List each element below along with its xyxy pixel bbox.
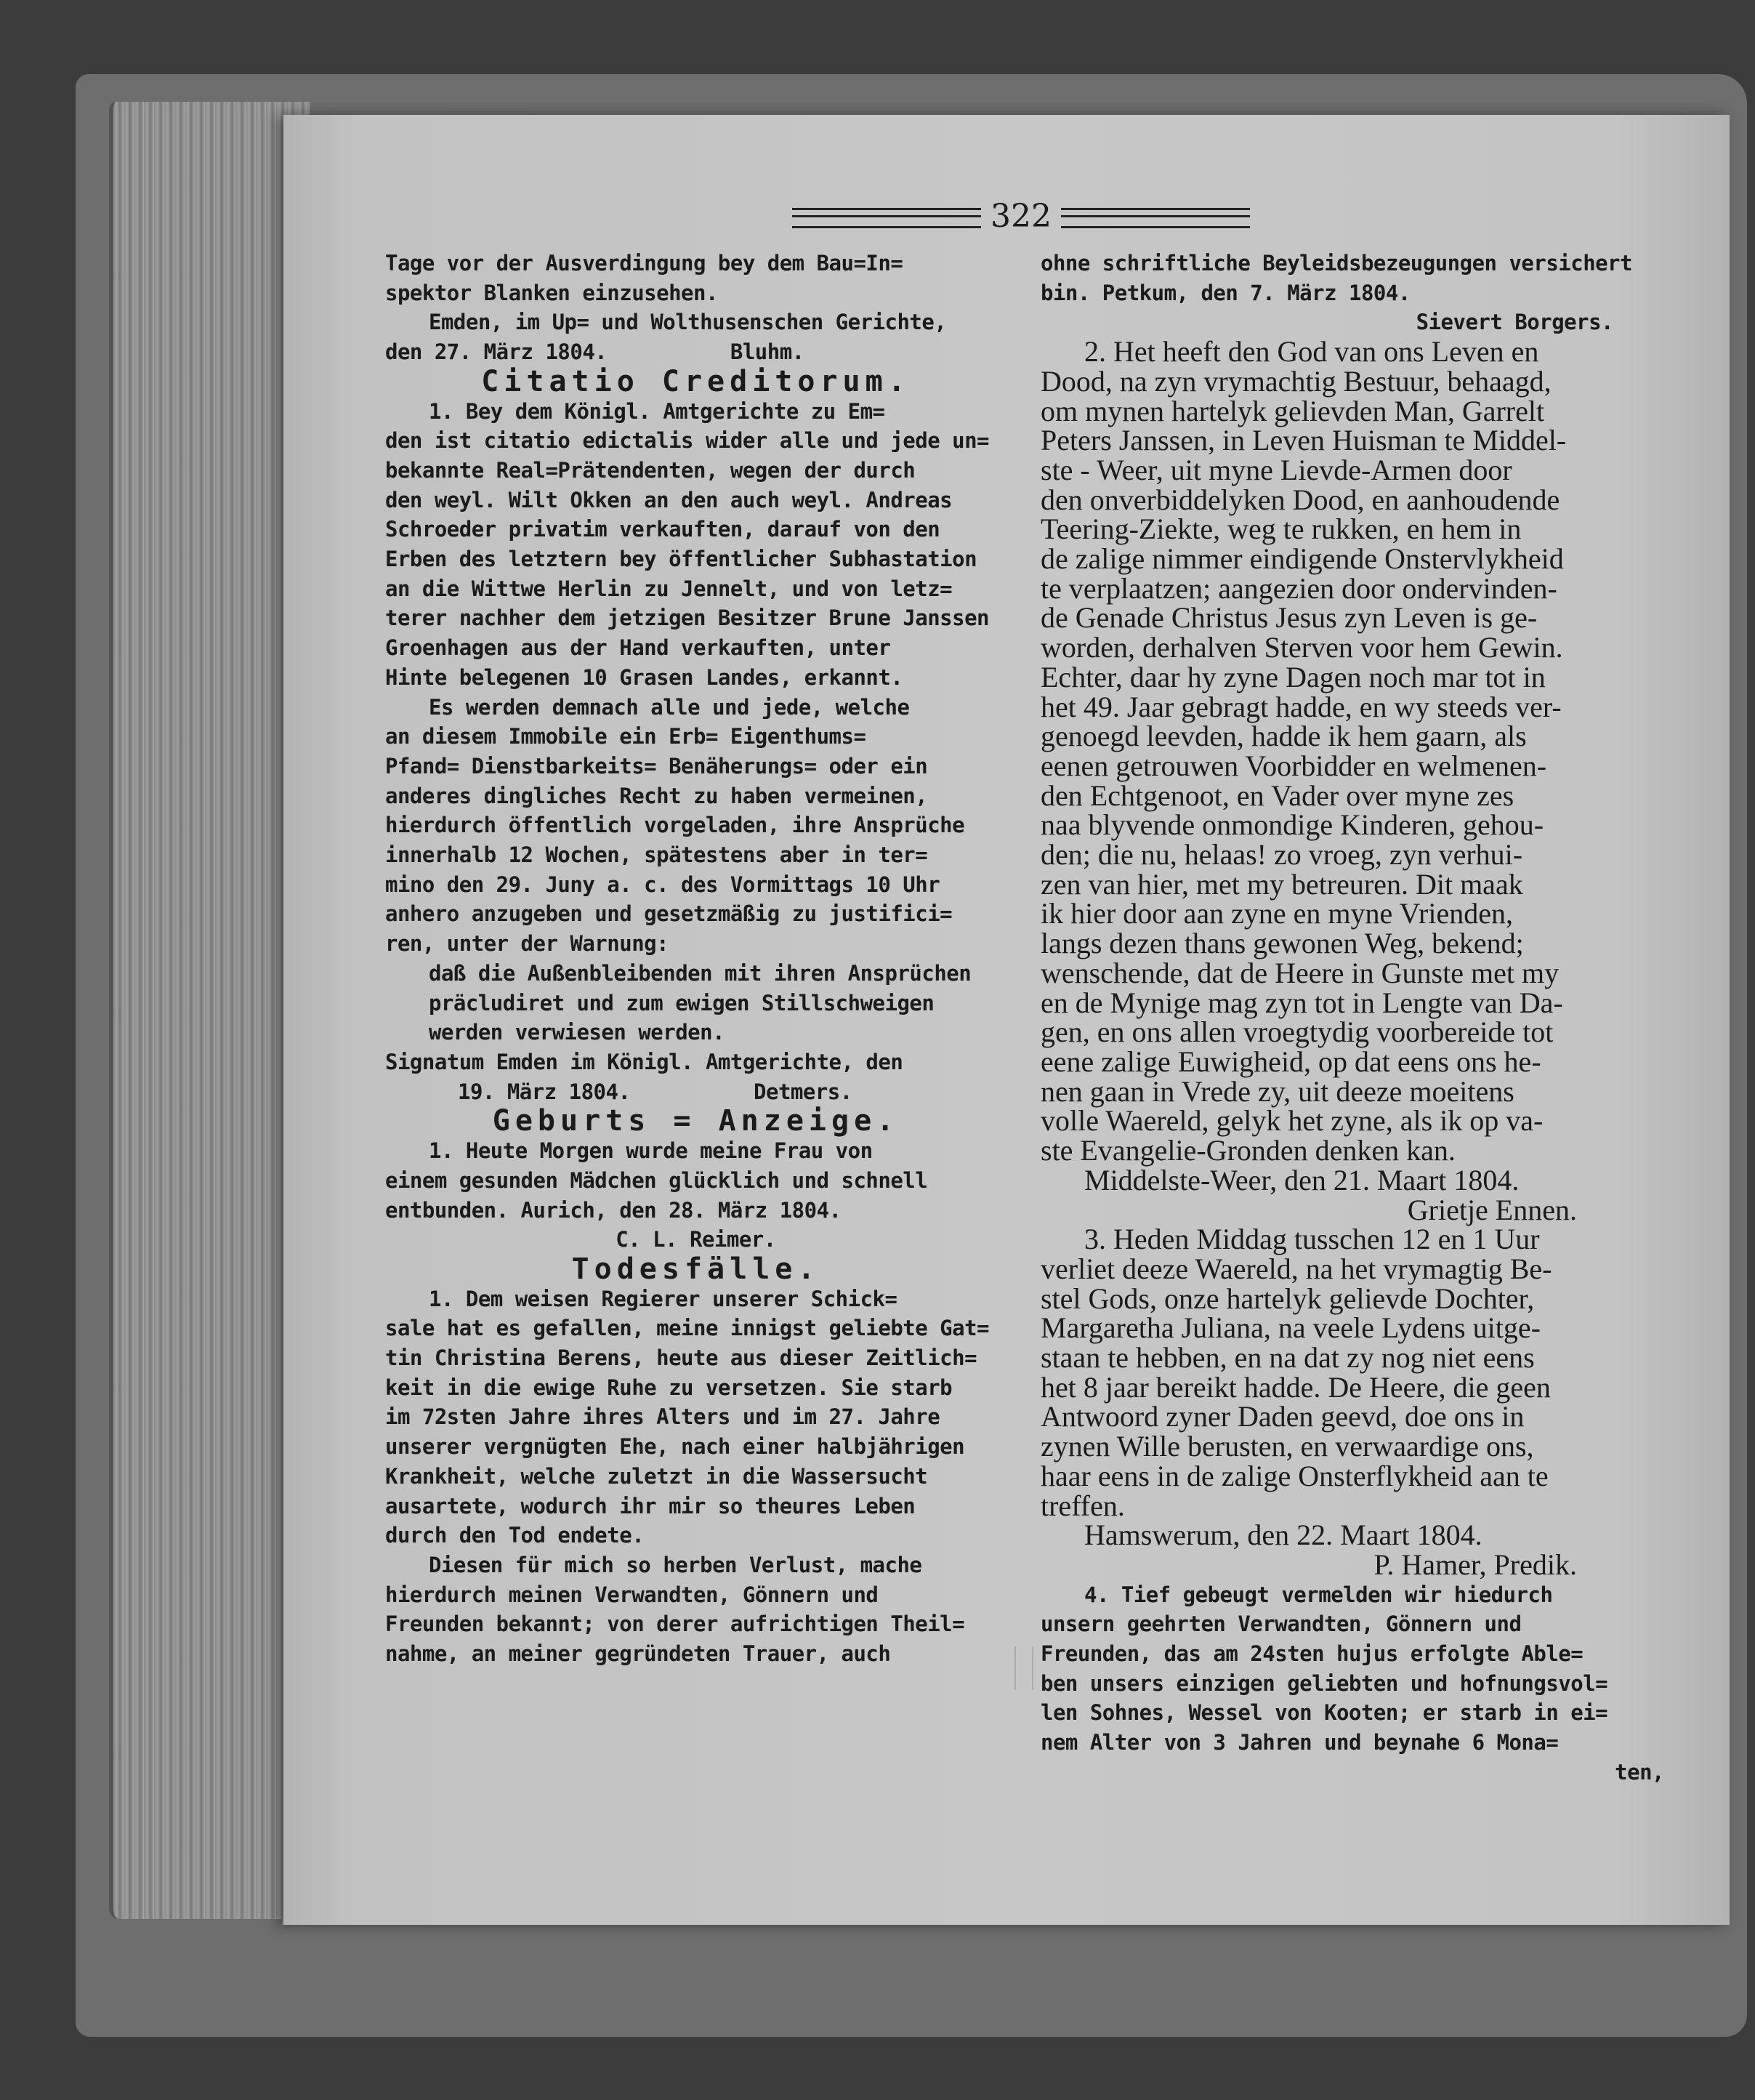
text-line: ten,: [1615, 1759, 1664, 1785]
text-line: an diesem Immobile ein Erb= Eigenthums=: [385, 724, 866, 749]
text-line: ren, unter der Warnung:: [385, 931, 669, 957]
right-column: [1041, 249, 1664, 1787]
text-line: anderes dingliches Recht zu haben vermeinen,: [385, 783, 928, 808]
text-line: präcludiret und zum ewigen Stillschweigen: [429, 990, 935, 1015]
text-line: wenschende, dat de Heere in Gunste met my: [1041, 956, 1560, 989]
text-line: zen van hier, met my betreuren. Dit maak: [1041, 867, 1523, 901]
text-line: Margaretha Juliana, na veele Lydens uitge-: [1041, 1311, 1541, 1345]
text-line: staan te hebben, en na dat zy nog niet eens: [1041, 1341, 1535, 1375]
text-line: Erben des letztern bey öffentlicher Subhastation: [385, 547, 977, 572]
text-line: bin. Petkum, den 7. März 1804.: [1041, 280, 1411, 305]
signature-line: 19. März 1804. Detmers.: [458, 1079, 852, 1104]
text-line: bekannte Real=Prätendenten, wegen der durch: [385, 457, 916, 483]
text-line: unserer vergnügten Ehe, nach einer halbjährigen: [385, 1434, 965, 1460]
pencil-mark: [1014, 1646, 1033, 1690]
text-line: treffen.: [1041, 1489, 1125, 1522]
text-line: Diesen für mich so herben Verlust, mache: [429, 1552, 922, 1577]
text-line: sale hat es gefallen, meine innigst geliebte Gat=: [385, 1316, 990, 1341]
text-line: 3. Heden Middag tusschen 12 en 1 Uur: [1084, 1223, 1540, 1256]
text-line: den onverbiddelyken Dood, en aanhoudende: [1041, 483, 1560, 516]
text-line: Dood, na zyn vrymachtig Bestuur, behaagd,: [1041, 364, 1552, 398]
text-line: nahme, an meiner gegründeten Trauer, auch: [385, 1641, 891, 1667]
text-line: ste - Weer, uit myne Lievde-Armen door: [1041, 453, 1512, 486]
text-line: Es werden demnach alle und jede, welche: [429, 694, 910, 720]
text-line: Teering-Ziekte, weg te rukken, en hem in: [1041, 512, 1522, 546]
text-line: ben unsers einzigen geliebten und hofnungsvol=: [1041, 1670, 1608, 1696]
text-line: Signatum Emden im Königl. Amtgerichte, den: [385, 1049, 903, 1074]
text-line: genoegd leevden, hadde ik hem gaarn, als: [1041, 720, 1527, 753]
text-line: haar eens in de zalige Onsterflykheid aan te: [1041, 1459, 1549, 1492]
text-line: keit in die ewige Ruhe zu versetzen. Sie starb: [385, 1375, 953, 1400]
text-line: ste Evangelie-Gronden denken kan.: [1041, 1134, 1456, 1167]
text-line: 1. Heute Morgen wurde meine Frau von: [429, 1138, 873, 1164]
text-line: entbunden. Aurich, den 28. März 1804.: [385, 1197, 842, 1223]
page-header: [792, 196, 1250, 240]
section-heading-todesfaelle: Todesfälle.: [571, 1252, 820, 1286]
text-line: 1. Bey dem Königl. Amtgerichte zu Em=: [429, 398, 885, 424]
text-line: ohne schriftliche Beyleidsbezeugungen versichert: [1041, 251, 1633, 275]
text-line: zynen Wille berusten, en verwaardige ons,: [1041, 1430, 1534, 1463]
text-line: Emden, im Up= und Wolthusenschen Gerichte,: [429, 310, 947, 335]
text-line: len Sohnes, Wessel von Kooten; er starb in ei=: [1041, 1700, 1608, 1726]
section-heading-geburts: Geburts = Anzeige.: [492, 1104, 900, 1138]
text-line: terer nachher dem jetzigen Besitzer Brune Janssen: [385, 606, 990, 631]
text-line: worden, derhalven Sterven voor hem Gewin.: [1041, 631, 1563, 664]
text-line: het 8 jaar bereikt hadde. De Heere, die geen: [1041, 1370, 1551, 1404]
signature-line: den 27. März 1804. Bluhm.: [385, 339, 804, 365]
text-line: anhero anzugeben und gesetzmäßig zu justifici=: [385, 901, 953, 927]
text-line: nen gaan in Vrede zy, uit deeze moeitens: [1041, 1074, 1514, 1108]
page-stack-edge: [109, 102, 310, 1919]
text-line: den ist citatio edictalis wider alle und jede un=: [385, 428, 990, 454]
text-line: mino den 29. Juny a. c. des Vormittags 10 Uhr: [385, 872, 940, 897]
text-line: gen, en ons allen vroegtydig voorbereide tot: [1041, 1015, 1554, 1049]
text-line: an die Wittwe Herlin zu Jennelt, und von letz=: [385, 576, 953, 601]
signature-line: P. Hamer, Predik.: [1373, 1548, 1577, 1581]
text-line: 2. Het heeft den God van ons Leven en: [1084, 335, 1539, 369]
text-line: werden verwiesen werden.: [429, 1020, 725, 1045]
text-line: durch den Tod endete.: [385, 1523, 645, 1548]
text-line: de Genade Christus Jesus zyn Leven is ge-: [1041, 601, 1538, 635]
text-line: volle Waereld, gelyk het zyne, als ik op va-: [1041, 1104, 1544, 1138]
text-line: Hinte belegenen 10 Grasen Landes, erkannt.: [385, 664, 903, 690]
text-line: ik hier door aan zyne en myne Vrienden,: [1041, 897, 1513, 930]
text-line: het 49. Jaar gebragt hadde, en wy steeds ver-: [1041, 690, 1562, 723]
text-line: langs dezen thans gewonen Weg, bekend;: [1041, 927, 1524, 960]
text-line: hierdurch meinen Verwandten, Gönnern und: [385, 1582, 879, 1607]
text-line: hierdurch öffentlich vorgeladen, ihre Ansprüche: [385, 813, 965, 838]
page-number: 322: [991, 198, 1052, 235]
text-line: den Echtgenoot, en Vader over myne zes: [1041, 779, 1514, 812]
signature-line: C. L. Reimer.: [616, 1227, 776, 1252]
signature-line: Sievert Borgers.: [1416, 310, 1613, 335]
text-line: Antwoord zyner Daden geevd, doe ons in: [1041, 1400, 1525, 1433]
text-line: Peters Janssen, in Leven Huisman te Middel-: [1041, 424, 1567, 457]
text-line: einem gesunden Mädchen glücklich und schnell: [385, 1167, 928, 1193]
text-line: daß die Außenbleibenden mit ihren Ansprüchen: [429, 960, 972, 986]
text-line: tin Christina Berens, heute aus dieser Zeitlich=: [385, 1345, 977, 1371]
text-line: 1. Dem weisen Regierer unserer Schick=: [429, 1286, 897, 1311]
text-line: stel Gods, onze hartelyk gelievde Dochter,: [1041, 1282, 1535, 1315]
text-line: im 72sten Jahre ihres Alters und im 27. Jahre: [385, 1404, 940, 1430]
text-line: om mynen hartelyk gelievden Man, Garrelt: [1041, 394, 1545, 427]
text-line: Freunden bekannt; von derer aufrichtigen Theil=: [385, 1612, 965, 1637]
signature-line: Grietje Ennen.: [1407, 1193, 1577, 1226]
section-heading-citatio: Citatio Creditorum.: [481, 364, 911, 398]
text-line: Groenhagen aus der Hand verkauften, unter: [385, 635, 891, 661]
text-line: spektor Blanken einzusehen.: [385, 280, 718, 305]
text-line: ausartete, wodurch ihr mir so theures Leben: [385, 1493, 916, 1518]
text-line: eenen getrouwen Voorbidder en welmenen-: [1041, 749, 1547, 782]
text-line: Freunden, das am 24sten hujus erfolgte Able=: [1041, 1641, 1583, 1667]
text-line: den weyl. Wilt Okken an den auch weyl. Andreas: [385, 487, 953, 512]
header-rule-right: [1061, 208, 1250, 228]
text-line: unsern geehrten Verwandten, Gönnern und: [1041, 1612, 1522, 1637]
text-line: den; die nu, helaas! zo vroeg, zyn verhui-: [1041, 838, 1523, 872]
text-line: nem Alter von 3 Jahren und beynahe 6 Mona=: [1041, 1730, 1559, 1755]
text-line: Pfand= Dienstbarkeits= Benäherungs= oder ein: [385, 753, 928, 779]
text-line: Krankheit, welche zuletzt in die Wassersucht: [385, 1463, 928, 1489]
text-line: te verplaatzen; aangezien door ondervinden-: [1041, 571, 1557, 605]
text-line: en de Mynige mag zyn tot in Lengte van Da-: [1041, 986, 1563, 1019]
text-line: naa blyvende onmondige Kinderen, gehou-: [1041, 808, 1544, 842]
text-line: Middelste-Weer, den 21. Maart 1804.: [1084, 1163, 1520, 1196]
left-column: [385, 249, 1006, 1669]
text-line: innerhalb 12 Wochen, spätestens aber in ter=: [385, 842, 928, 868]
text-line: 4. Tief gebeugt vermelden wir hiedurch: [1084, 1582, 1553, 1607]
text-line: Schroeder privatim verkauften, darauf von den: [385, 517, 940, 542]
text-line: verliet deeze Waereld, na het vrymagtig Be-: [1041, 1252, 1552, 1285]
text-line: Echter, daar hy zyne Dagen noch mar tot in: [1041, 660, 1546, 693]
header-rule-left: [792, 208, 981, 228]
text-line: Tage vor der Ausverdingung bey dem Bau=In=: [385, 251, 903, 275]
text-line: eene zalige Euwigheid, op dat eens ons he-: [1041, 1045, 1541, 1078]
text-line: Hamswerum, den 22. Maart 1804.: [1084, 1518, 1482, 1552]
text-line: de zalige nimmer eindigende Onstervlykheid: [1041, 542, 1564, 576]
